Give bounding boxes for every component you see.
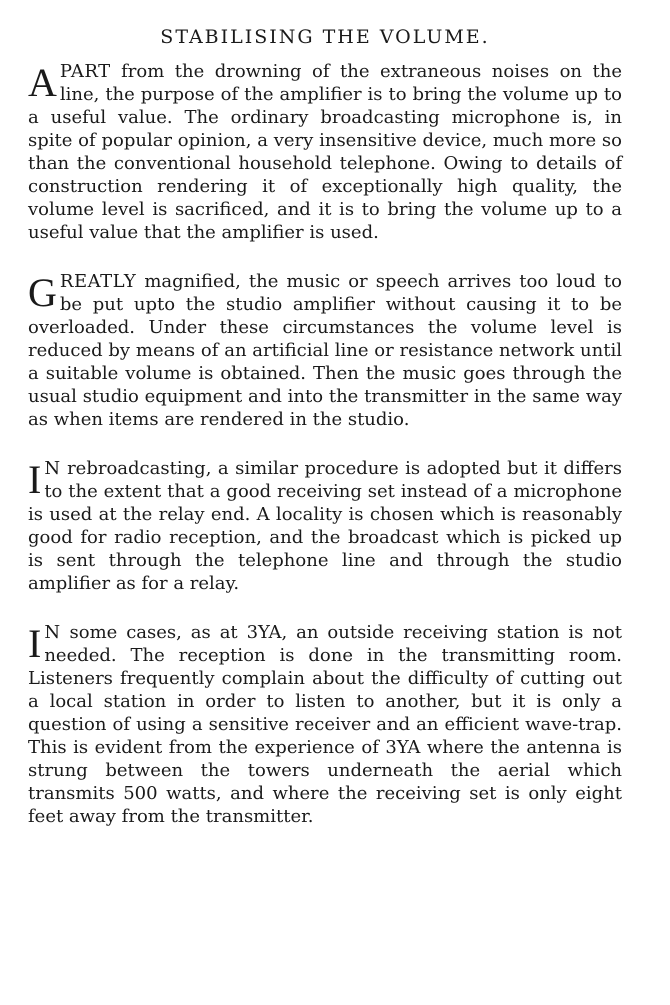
paragraph-2 bbox=[28, 270, 622, 431]
drop-cap: A bbox=[28, 60, 57, 105]
paragraph-lead: N bbox=[44, 458, 61, 479]
drop-cap: G bbox=[28, 270, 57, 315]
paragraph-text: some cases, as at 3YA, an outside receiving station is not needed. The reception is done in the transmitting room. Listeners frequently complain about the difficulty of cutting out a local station in order to listen to another, but it is only a question of using a sensitive receiver and an efficient wave-trap. This is evident from the experience of 3YA where the antenna is strung between the towers underneath the aerial which transmits 500 watts, and where the receiving set is only eight feet away from the transmitter. bbox=[28, 622, 622, 827]
drop-cap: I bbox=[28, 621, 42, 666]
article-headline: STABILISING THE VOLUME. bbox=[160, 26, 490, 48]
paragraph-lead: REATLY bbox=[59, 271, 137, 292]
paragraph-text: magnified, the music or speech arrives too loud to be put upto the studio amplifier without causing it to be overloaded. Under these circumstances the volume level is reduced by means of an artificial line or resistance network until a suitable volume is obtained. Then the music goes through the usual studio equipment and into the transmitter in the same way as when items are rendered in the studio. bbox=[28, 271, 622, 430]
drop-cap: I bbox=[28, 457, 42, 502]
paragraph-1 bbox=[28, 60, 622, 244]
article bbox=[28, 24, 622, 854]
paragraph-text: from the drowning of the extraneous noises on the line, the purpose of the amplifier is to bring the volume up to a useful value. The ordinary broadcasting microphone is, in spite of popular opinion, a very insensitive device, much more so than the conventional household telephone. Owing to details of construction rendering it of exceptionally high quality, the volume level is sacrificed, and it is to bring the volume up to a useful value that the amplifier is used. bbox=[28, 61, 622, 243]
paragraph-text: rebroadcasting, a similar procedure is adopted but it differs to the extent that a good receiving set instead of a microphone is used at the relay end. A locality is chosen which is reasonably good for radio reception, and the broadcast which is picked up is sent through the telephone line and through the studio amplifier as for a relay. bbox=[28, 458, 622, 594]
paragraph-3 bbox=[28, 457, 622, 595]
paragraph-lead: N bbox=[44, 622, 61, 643]
paragraph-4 bbox=[28, 621, 622, 828]
paragraph-lead: PART bbox=[59, 61, 111, 82]
